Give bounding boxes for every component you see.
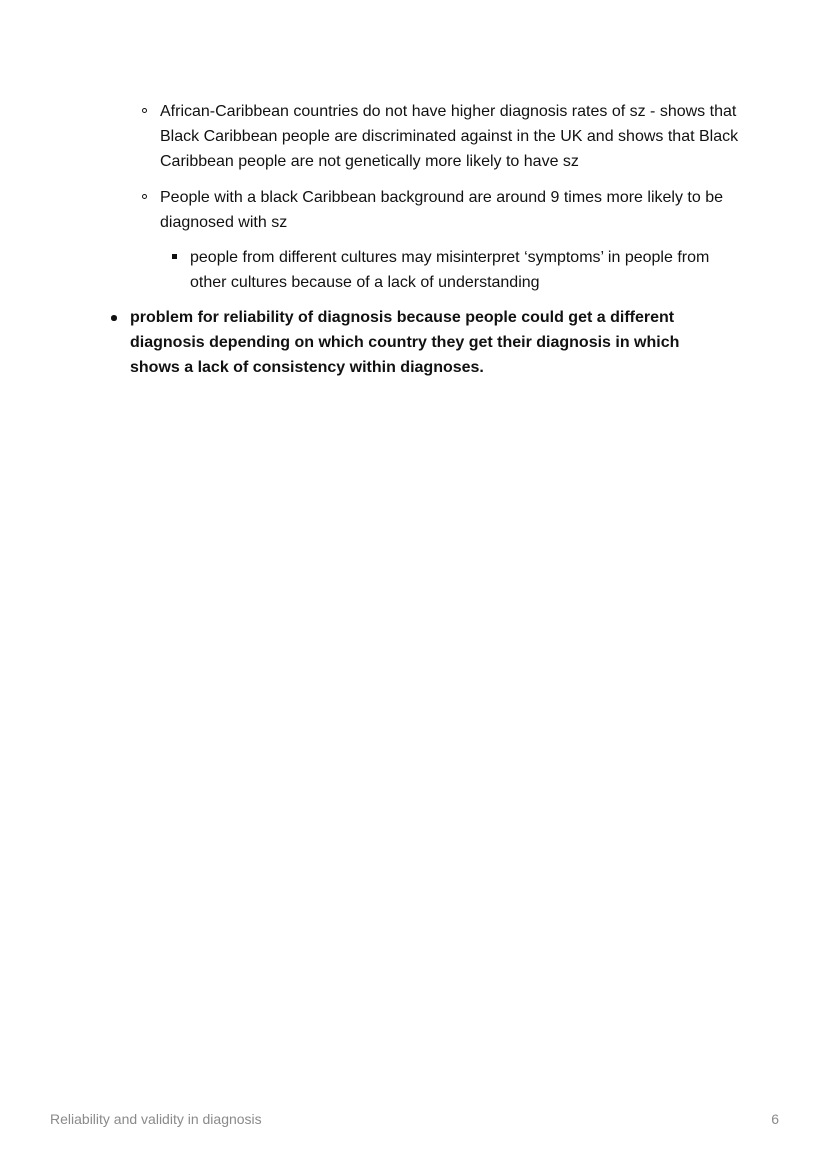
square-bullet-icon xyxy=(172,254,177,259)
page-number: 6 xyxy=(771,1111,779,1127)
list-item-text: problem for reliability of diagnosis because people could get a different diagnosis depending on which country they get their diagnosis in which shows a lack of consistency within diagnoses. xyxy=(130,309,680,376)
disc-bullet-icon xyxy=(111,315,117,321)
circle-bullet-icon xyxy=(142,194,147,199)
list-item-text: People with a black Caribbean background are around 9 times more likely to be diagnosed with sz xyxy=(160,189,723,231)
footer-title: Reliability and validity in diagnosis xyxy=(50,1111,262,1127)
list-item-text: people from different cultures may misinterpret ‘symptoms’ in people from other cultures because of a lack of understanding xyxy=(190,249,710,291)
circle-bullet-icon xyxy=(142,108,147,113)
list-item-text: African-Caribbean countries do not have higher diagnosis rates of sz - shows that Black Caribbean people are discriminated against in the UK and shows that Black Caribbean people are not genetically more likely to have sz xyxy=(160,103,739,170)
